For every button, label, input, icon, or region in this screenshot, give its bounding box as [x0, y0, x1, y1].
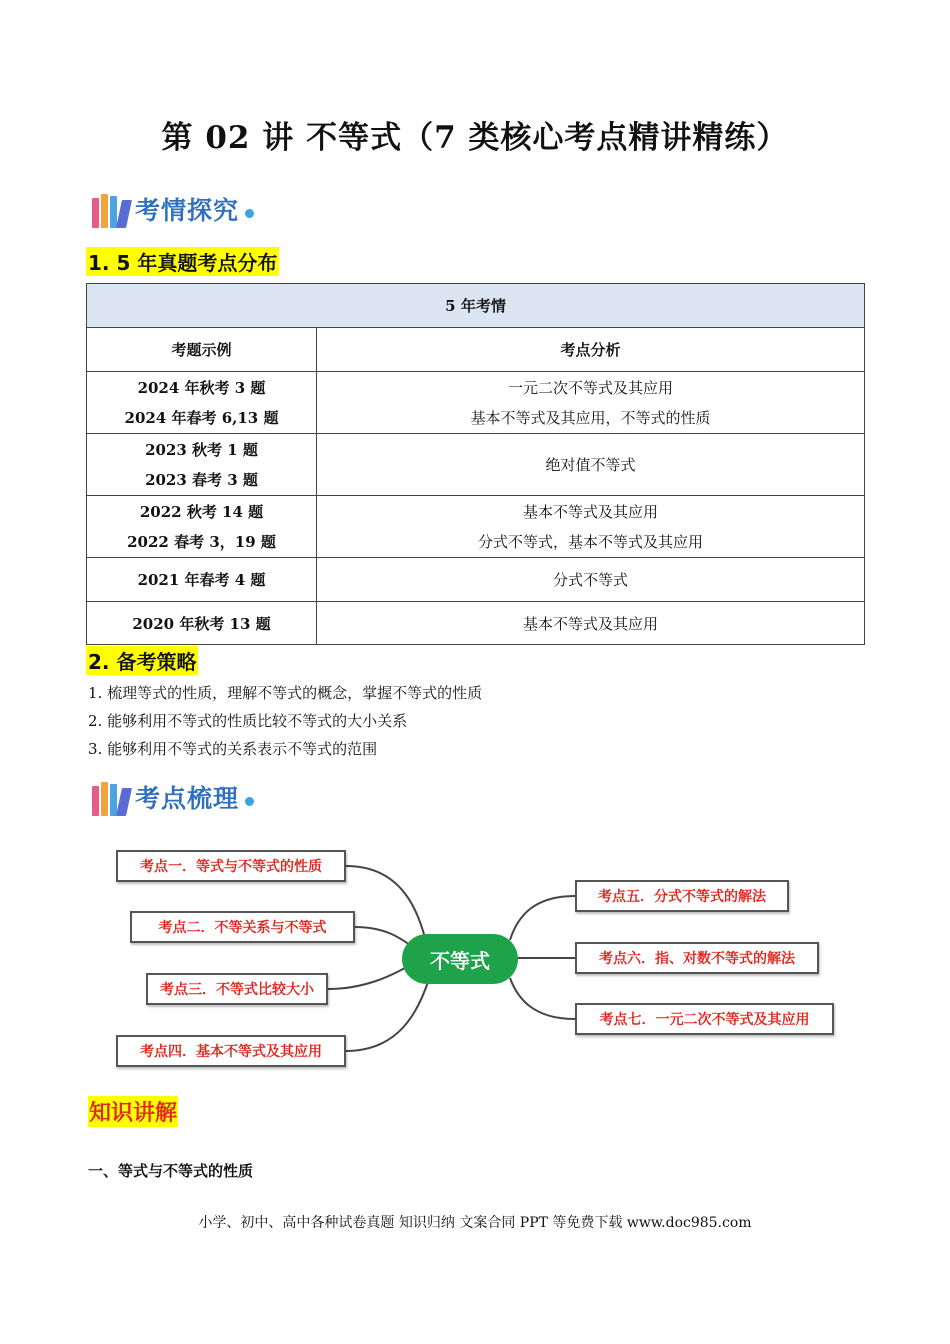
connector-line	[510, 896, 575, 940]
table-cell: 基本不等式及其应用	[522, 502, 658, 521]
heading-distribution: 1. 5 年真题考点分布	[86, 247, 279, 276]
table-cell: 2023 春考 3 题	[145, 470, 258, 489]
connector-line	[328, 968, 405, 989]
table-cell: 2020 年秋考 13 题	[132, 614, 271, 633]
connector-line	[346, 982, 428, 1051]
table-cell: 2024 年秋考 3 题	[137, 378, 266, 397]
mindmap-center: 不等式	[402, 934, 518, 984]
mindmap-node-6: 考点六．指、对数不等式的解法	[575, 942, 819, 974]
mindmap-node-4: 考点四．基本不等式及其应用	[116, 1035, 346, 1067]
table-col-header: 考题示例	[87, 328, 317, 372]
connector-line	[510, 978, 575, 1019]
table-cell: 一元二次不等式及其应用	[507, 378, 673, 397]
mindmap-node-1: 考点一．等式与不等式的性质	[116, 850, 346, 882]
table-cell: 2022 春考 3，19 题	[127, 532, 276, 551]
strategy-item: 3. 能够利用不等式的关系表示不等式的范围	[88, 740, 378, 758]
mindmap-node-7: 考点七．一元二次不等式及其应用	[575, 1003, 834, 1035]
table-cell: 绝对值不等式	[545, 455, 636, 474]
table-cell: 分式不等式，基本不等式及其应用	[477, 532, 703, 551]
footer-text: 小学、初中、高中各种试卷真题 知识归纳 文案合同 PPT 等免费下载 www.doc985.com	[198, 1215, 752, 1231]
heading-strategy: 2. 备考策略	[86, 646, 198, 675]
knowledge-heading: 知识讲解	[88, 1096, 178, 1127]
connector-line	[355, 927, 410, 945]
mindmap-node-5: 考点五．分式不等式的解法	[575, 880, 789, 912]
page-title: 第 02 讲 不等式（7 类核心考点精讲精练）	[161, 120, 789, 156]
table-cell: 2022 秋考 14 题	[139, 502, 264, 521]
table-cell: 2021 年春考 4 题	[137, 571, 266, 589]
table-cell: 基本不等式及其应用，不等式的性质	[470, 408, 711, 427]
table-cell: 2023 秋考 1 题	[145, 440, 258, 459]
table-cell: 基本不等式及其应用	[522, 614, 658, 633]
mindmap-node-3: 考点三．不等式比较大小	[146, 973, 328, 1005]
table-col-header: 考点分析	[317, 328, 865, 372]
table-cell: 分式不等式	[552, 571, 628, 589]
section-banner-text: 考点梳理	[135, 784, 240, 813]
subheading-properties: 一、等式与不等式的性质	[88, 1162, 254, 1180]
strategy-item: 2. 能够利用不等式的性质比较不等式的大小关系	[88, 712, 408, 730]
mindmap-node-2: 考点二．不等关系与不等式	[130, 911, 355, 943]
section-banner-text: 考情探究	[135, 196, 240, 225]
strategy-item: 1. 梳理等式的性质，理解不等式的概念，掌握不等式的性质	[88, 684, 483, 702]
table-title: 5 年考情	[87, 284, 865, 328]
table-cell: 2024 年春考 6,13 题	[124, 408, 279, 427]
